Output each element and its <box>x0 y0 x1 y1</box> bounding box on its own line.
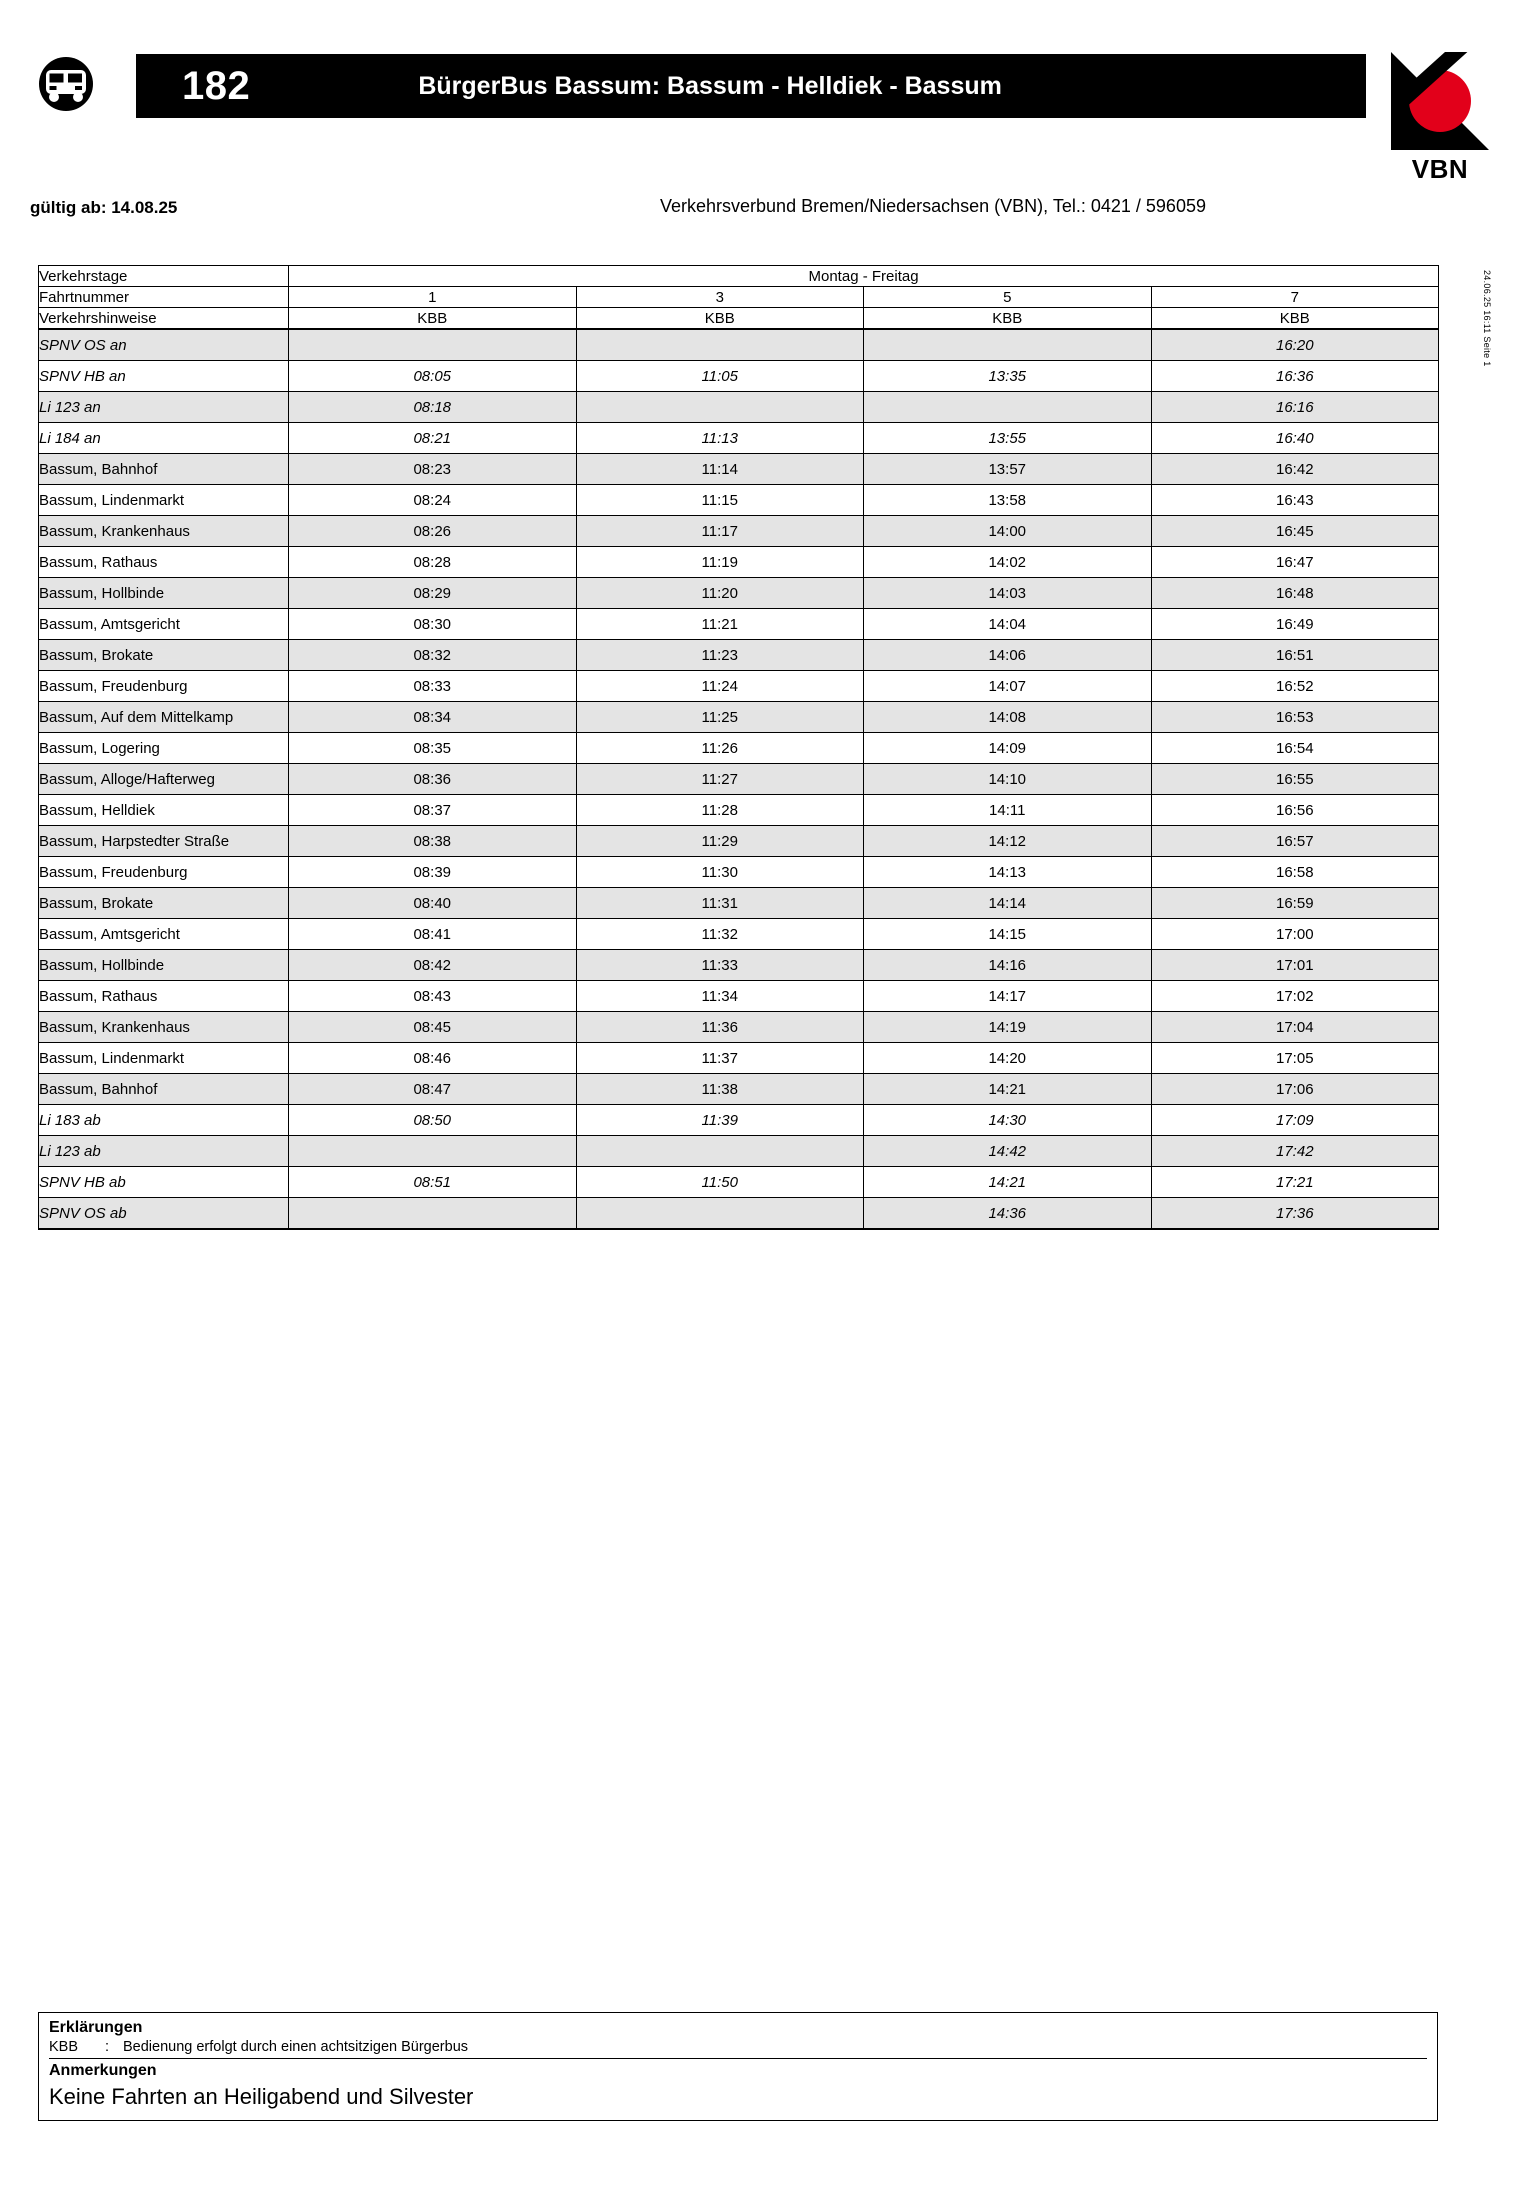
departure-time: 11:37 <box>576 1043 864 1074</box>
departure-time: 08:46 <box>289 1043 577 1074</box>
departure-time: 16:36 <box>1151 361 1439 392</box>
departure-time <box>289 1136 577 1167</box>
departure-time: 08:50 <box>289 1105 577 1136</box>
stop-name: Bassum, Harpstedter Straße <box>39 826 289 857</box>
stop-name: Bassum, Freudenburg <box>39 671 289 702</box>
stop-name: Bassum, Alloge/Hafterweg <box>39 764 289 795</box>
explanation-kbb <box>49 2039 1427 2055</box>
departure-time: 16:48 <box>1151 578 1439 609</box>
trip-note: KBB <box>1151 308 1439 330</box>
table-row <box>39 485 1439 516</box>
departure-time: 16:56 <box>1151 795 1439 826</box>
departure-time: 13:55 <box>864 423 1152 454</box>
departure-time: 08:40 <box>289 888 577 919</box>
stop-name: Bassum, Helldiek <box>39 795 289 826</box>
departure-time: 08:26 <box>289 516 577 547</box>
trip-number: 1 <box>289 287 577 308</box>
table-row <box>39 671 1439 702</box>
departure-time: 11:50 <box>576 1167 864 1198</box>
departure-time: 16:43 <box>1151 485 1439 516</box>
trip-note: KBB <box>576 308 864 330</box>
departure-time: 11:14 <box>576 454 864 485</box>
table-row <box>39 733 1439 764</box>
stop-name: Bassum, Rathaus <box>39 981 289 1012</box>
table-row <box>39 919 1439 950</box>
departure-time: 11:31 <box>576 888 864 919</box>
table-row <box>39 516 1439 547</box>
line-title: BürgerBus Bassum: Bassum - Helldiek - Bassum <box>418 71 1002 100</box>
departure-time: 08:41 <box>289 919 577 950</box>
explanation-kbb-colon: : <box>105 2039 110 2055</box>
table-row <box>39 826 1439 857</box>
table-row-trip-notes <box>39 308 1439 330</box>
stop-name: Bassum, Bahnhof <box>39 454 289 485</box>
departure-time: 08:33 <box>289 671 577 702</box>
departure-time: 14:20 <box>864 1043 1152 1074</box>
departure-time: 16:42 <box>1151 454 1439 485</box>
table-row-trip-numbers <box>39 287 1439 308</box>
table-row <box>39 764 1439 795</box>
table-row <box>39 1105 1439 1136</box>
departure-time: 14:11 <box>864 795 1152 826</box>
stop-name: Bassum, Krankenhaus <box>39 516 289 547</box>
stop-name: SPNV OS ab <box>39 1198 289 1230</box>
notes-box <box>38 2012 1438 2121</box>
departure-time: 14:19 <box>864 1012 1152 1043</box>
departure-time: 11:30 <box>576 857 864 888</box>
departure-time: 14:21 <box>864 1074 1152 1105</box>
departure-time: 16:51 <box>1151 640 1439 671</box>
departure-time: 08:18 <box>289 392 577 423</box>
departure-time: 08:47 <box>289 1074 577 1105</box>
departure-time: 11:20 <box>576 578 864 609</box>
table-row <box>39 857 1439 888</box>
departure-time: 13:58 <box>864 485 1152 516</box>
departure-time: 11:28 <box>576 795 864 826</box>
timetable <box>38 265 1439 1230</box>
table-row <box>39 392 1439 423</box>
valid-from-label: gültig ab: 14.08.25 <box>30 198 178 217</box>
table-row <box>39 423 1439 454</box>
table-row <box>39 361 1439 392</box>
table-row <box>39 1012 1439 1043</box>
trip-number: 3 <box>576 287 864 308</box>
table-row <box>39 950 1439 981</box>
stop-name: Bassum, Rathaus <box>39 547 289 578</box>
departure-time: 11:34 <box>576 981 864 1012</box>
departure-time: 11:19 <box>576 547 864 578</box>
departure-time: 08:43 <box>289 981 577 1012</box>
departure-time: 11:36 <box>576 1012 864 1043</box>
departure-time: 17:21 <box>1151 1167 1439 1198</box>
table-row <box>39 454 1439 485</box>
table-row <box>39 329 1439 361</box>
departure-time: 11:23 <box>576 640 864 671</box>
departure-time <box>289 1198 577 1230</box>
departure-time: 16:57 <box>1151 826 1439 857</box>
departure-time: 14:00 <box>864 516 1152 547</box>
stop-name: SPNV OS an <box>39 329 289 361</box>
vbn-logo-label: VBN <box>1411 154 1469 184</box>
explanation-kbb-text: Bedienung erfolgt durch einen achtsitzigen Bürgerbus <box>123 2039 469 2055</box>
departure-time: 13:57 <box>864 454 1152 485</box>
remarks-title: Anmerkungen <box>49 2058 1427 2080</box>
departure-time: 13:35 <box>864 361 1152 392</box>
departure-time: 14:02 <box>864 547 1152 578</box>
table-row <box>39 1043 1439 1074</box>
departure-time: 14:13 <box>864 857 1152 888</box>
departure-time: 16:55 <box>1151 764 1439 795</box>
table-row <box>39 795 1439 826</box>
table-row <box>39 609 1439 640</box>
row-label-fahrtnummer: Fahrtnummer <box>39 287 289 308</box>
table-row <box>39 702 1439 733</box>
table-row <box>39 640 1439 671</box>
departure-time: 16:47 <box>1151 547 1439 578</box>
operator-contact: Verkehrsverbund Bremen/Niedersachsen (VBN), Tel.: 0421 / 596059 <box>660 196 1206 216</box>
departure-time: 14:08 <box>864 702 1152 733</box>
stop-name: Bassum, Auf dem Mittelkamp <box>39 702 289 733</box>
departure-time: 11:32 <box>576 919 864 950</box>
departure-time: 08:51 <box>289 1167 577 1198</box>
table-row <box>39 1198 1439 1230</box>
departure-time: 16:20 <box>1151 329 1439 361</box>
departure-time: 14:30 <box>864 1105 1152 1136</box>
table-row <box>39 981 1439 1012</box>
departure-time: 08:35 <box>289 733 577 764</box>
departure-time: 17:00 <box>1151 919 1439 950</box>
departure-time: 08:37 <box>289 795 577 826</box>
stop-name: Bassum, Lindenmarkt <box>39 485 289 516</box>
departure-time <box>576 1136 864 1167</box>
departure-time: 16:16 <box>1151 392 1439 423</box>
departure-time: 08:30 <box>289 609 577 640</box>
departure-time: 16:58 <box>1151 857 1439 888</box>
stop-name: Bassum, Krankenhaus <box>39 1012 289 1043</box>
departure-time: 11:27 <box>576 764 864 795</box>
departure-time: 08:24 <box>289 485 577 516</box>
departure-time: 08:42 <box>289 950 577 981</box>
trip-number: 5 <box>864 287 1152 308</box>
page-header <box>30 38 1498 217</box>
stop-name: Li 184 an <box>39 423 289 454</box>
table-row <box>39 888 1439 919</box>
departure-time: 08:34 <box>289 702 577 733</box>
departure-time: 14:09 <box>864 733 1152 764</box>
departure-time: 11:13 <box>576 423 864 454</box>
trip-number: 7 <box>1151 287 1439 308</box>
departure-time: 08:36 <box>289 764 577 795</box>
stop-name: Bassum, Amtsgericht <box>39 919 289 950</box>
departure-time: 14:07 <box>864 671 1152 702</box>
stop-name: Bassum, Logering <box>39 733 289 764</box>
line-header-bar <box>136 54 1366 118</box>
table-row <box>39 1136 1439 1167</box>
line-number: 182 <box>182 63 251 108</box>
trip-note: KBB <box>864 308 1152 330</box>
departure-time: 17:05 <box>1151 1043 1439 1074</box>
departure-time: 14:04 <box>864 609 1152 640</box>
stop-name: Bassum, Freudenburg <box>39 857 289 888</box>
service-days-value: Montag - Freitag <box>289 266 1439 287</box>
departure-time: 11:29 <box>576 826 864 857</box>
timetable-container <box>38 265 1438 1230</box>
departure-time: 11:24 <box>576 671 864 702</box>
print-timestamp: 24.06.25 16:11 Seite 1 <box>1482 270 1492 367</box>
departure-time: 11:17 <box>576 516 864 547</box>
departure-time: 08:39 <box>289 857 577 888</box>
departure-time: 08:38 <box>289 826 577 857</box>
stop-name: SPNV HB an <box>39 361 289 392</box>
departure-time: 14:12 <box>864 826 1152 857</box>
table-row-service-days <box>39 266 1439 287</box>
vbn-logo <box>1385 48 1495 188</box>
table-row <box>39 1074 1439 1105</box>
departure-time: 08:29 <box>289 578 577 609</box>
departure-time: 08:05 <box>289 361 577 392</box>
departure-time: 16:40 <box>1151 423 1439 454</box>
stop-name: Bassum, Bahnhof <box>39 1074 289 1105</box>
departure-time: 16:49 <box>1151 609 1439 640</box>
vbn-logo-mark <box>1391 52 1489 150</box>
trip-note: KBB <box>289 308 577 330</box>
departure-time: 11:26 <box>576 733 864 764</box>
departure-time: 16:53 <box>1151 702 1439 733</box>
row-label-verkehrshinweise: Verkehrshinweise <box>39 308 289 330</box>
departure-time: 17:02 <box>1151 981 1439 1012</box>
stop-name: Bassum, Hollbinde <box>39 578 289 609</box>
departure-time: 17:04 <box>1151 1012 1439 1043</box>
remarks-text: Keine Fahrten an Heiligabend und Silvester <box>49 2084 474 2109</box>
departure-time: 16:45 <box>1151 516 1439 547</box>
departure-time: 11:21 <box>576 609 864 640</box>
explanation-kbb-code: KBB <box>49 2039 79 2055</box>
departure-time: 17:09 <box>1151 1105 1439 1136</box>
departure-time: 11:05 <box>576 361 864 392</box>
departure-time: 16:52 <box>1151 671 1439 702</box>
departure-time: 08:21 <box>289 423 577 454</box>
departure-time: 14:36 <box>864 1198 1152 1230</box>
departure-time: 11:39 <box>576 1105 864 1136</box>
stop-name: Bassum, Amtsgericht <box>39 609 289 640</box>
explanations-title: Erklärungen <box>49 2019 143 2036</box>
departure-time <box>576 1198 864 1230</box>
departure-time: 08:32 <box>289 640 577 671</box>
departure-time: 11:33 <box>576 950 864 981</box>
departure-time: 14:06 <box>864 640 1152 671</box>
row-label-verkehrstage: Verkehrstage <box>39 266 289 287</box>
stop-name: Bassum, Brokate <box>39 640 289 671</box>
table-row <box>39 1167 1439 1198</box>
departure-time: 08:45 <box>289 1012 577 1043</box>
departure-time: 14:42 <box>864 1136 1152 1167</box>
departure-time: 14:10 <box>864 764 1152 795</box>
stop-name: Li 183 ab <box>39 1105 289 1136</box>
stop-name: Bassum, Brokate <box>39 888 289 919</box>
departure-time: 14:15 <box>864 919 1152 950</box>
departure-time <box>576 329 864 361</box>
departure-time: 16:54 <box>1151 733 1439 764</box>
table-row <box>39 578 1439 609</box>
departure-time: 16:59 <box>1151 888 1439 919</box>
departure-time: 08:23 <box>289 454 577 485</box>
stop-name: SPNV HB ab <box>39 1167 289 1198</box>
departure-time: 08:28 <box>289 547 577 578</box>
departure-time <box>289 329 577 361</box>
departure-time: 11:15 <box>576 485 864 516</box>
departure-time: 11:25 <box>576 702 864 733</box>
stop-name: Li 123 ab <box>39 1136 289 1167</box>
departure-time: 17:36 <box>1151 1198 1439 1230</box>
departure-time <box>864 392 1152 423</box>
bus-icon <box>30 56 102 112</box>
departure-time: 17:01 <box>1151 950 1439 981</box>
departure-time: 14:03 <box>864 578 1152 609</box>
departure-time: 14:21 <box>864 1167 1152 1198</box>
stop-name: Bassum, Lindenmarkt <box>39 1043 289 1074</box>
stop-name: Li 123 an <box>39 392 289 423</box>
departure-time: 14:16 <box>864 950 1152 981</box>
departure-time: 14:14 <box>864 888 1152 919</box>
departure-time <box>864 329 1152 361</box>
table-row <box>39 547 1439 578</box>
stop-name: Bassum, Hollbinde <box>39 950 289 981</box>
departure-time <box>576 392 864 423</box>
departure-time: 14:17 <box>864 981 1152 1012</box>
departure-time: 17:42 <box>1151 1136 1439 1167</box>
departure-time: 17:06 <box>1151 1074 1439 1105</box>
departure-time: 11:38 <box>576 1074 864 1105</box>
